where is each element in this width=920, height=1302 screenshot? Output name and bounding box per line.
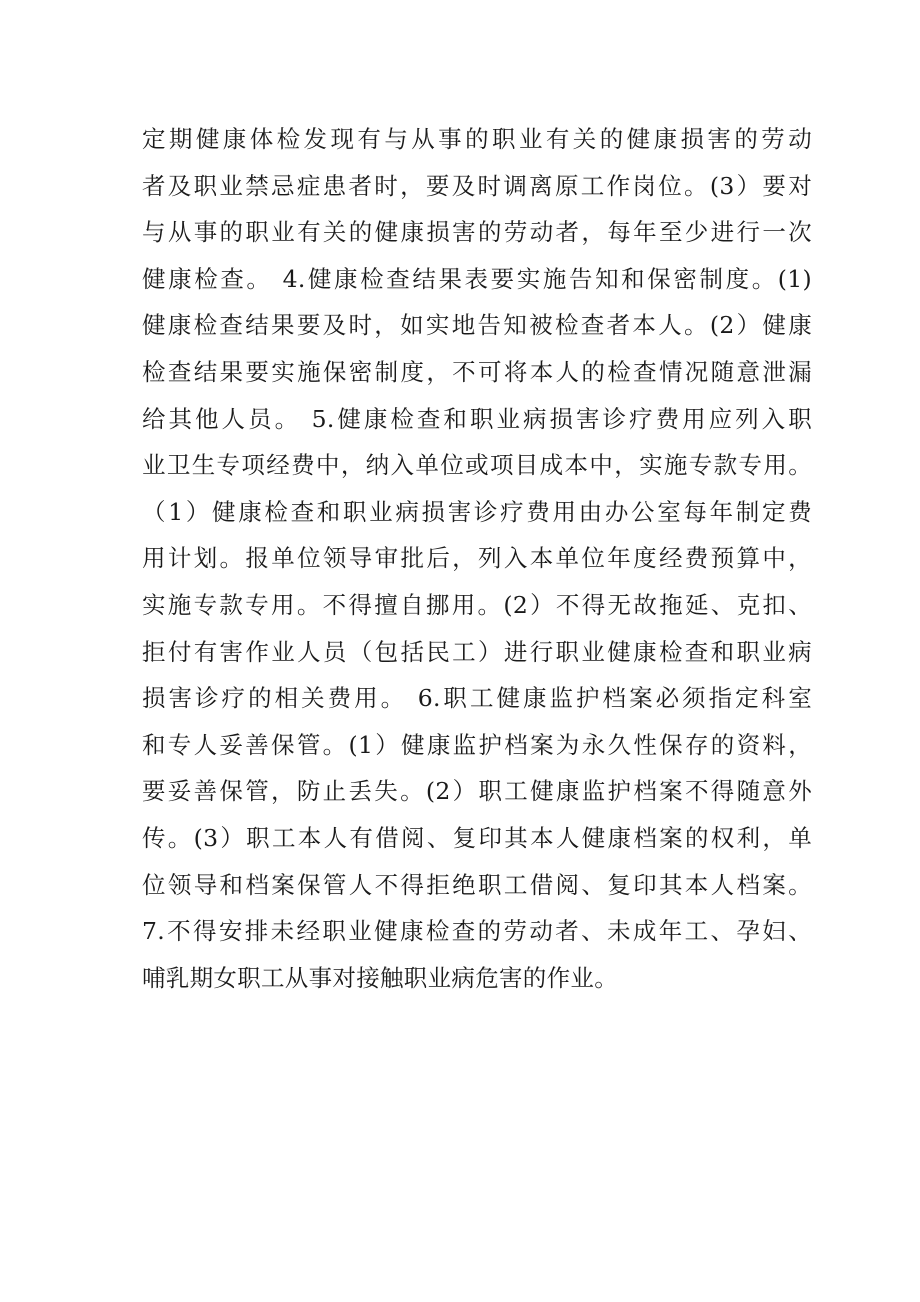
text-line: 定期健康体检发现有与从事的职业有关的健康损害的劳动 xyxy=(142,125,812,153)
text-line: 要妥善保管，防止丢失。(2）职工健康监护档案不得随意外 xyxy=(142,777,812,806)
text-line: 和专人妥善保管。(1）健康监护档案为永久性保存的资料， xyxy=(142,730,812,759)
text-line: 实施专款专用。不得擅自挪用。(2）不得无故拖延、克扣、 xyxy=(142,590,812,619)
text-line: 7.不得安排未经职业健康检查的劳动者、未成年工、孕妇、 xyxy=(142,917,812,946)
text-line: 传。(3）职工本人有借阅、复印其本人健康档案的权利，单 xyxy=(142,823,812,852)
text-line: 哺乳期女职工从事对接触职业病危害的作业。 xyxy=(142,963,618,992)
document-body xyxy=(142,116,812,1001)
text-line: 拒付有害作业人员（包括民工）进行职业健康检查和职业病 xyxy=(142,637,812,666)
text-line: （1）健康检查和职业病损害诊疗费用由办公室每年制定费 xyxy=(142,497,812,526)
text-line: 检查结果要实施保密制度，不可将本人的检查情况随意泄漏 xyxy=(142,357,812,386)
text-line: 与从事的职业有关的健康损害的劳动者，每年至少进行一次 xyxy=(142,218,812,247)
text-line: 业卫生专项经费中，纳入单位或项目成本中，实施专款专用。 xyxy=(142,451,812,480)
text-line: 给其他人员。 5.健康检查和职业病损害诊疗费用应列入职 xyxy=(142,404,812,433)
text-line: 损害诊疗的相关费用。 6.职工健康监护档案必须指定科室 xyxy=(142,684,812,713)
text-line: 位领导和档案保管人不得拒绝职工借阅、复印其本人档案。 xyxy=(142,870,812,899)
text-line: 用计划。报单位领导审批后，列入本单位年度经费预算中， xyxy=(142,544,812,573)
text-line: 健康检查。 4.健康检查结果表要实施告知和保密制度。(1) xyxy=(142,264,812,293)
text-line: 者及职业禁忌症患者时，要及时调离原工作岗位。(3）要对 xyxy=(142,171,812,200)
text-line: 健康检查结果要及时，如实地告知被检查者本人。(2）健康 xyxy=(142,311,812,340)
